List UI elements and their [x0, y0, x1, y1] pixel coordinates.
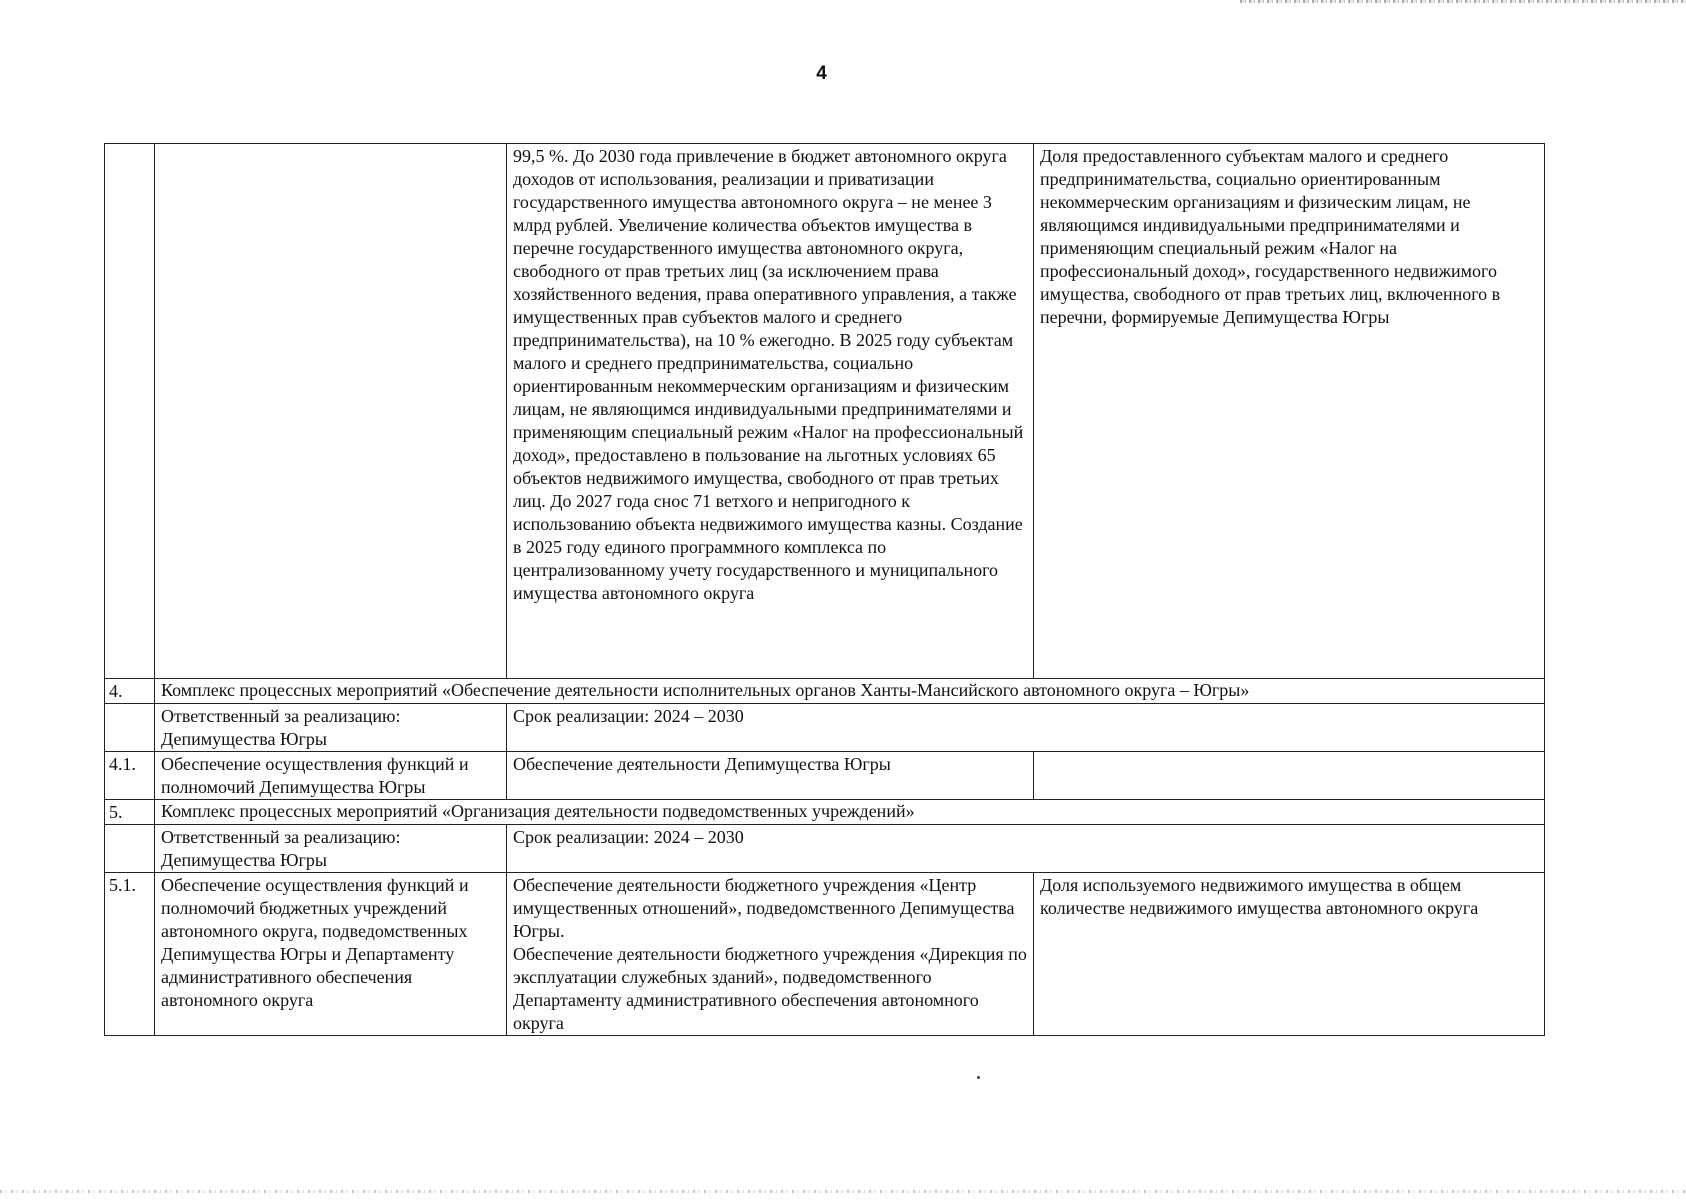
row-number: 5.1. [105, 873, 155, 1036]
table-row-continuation [105, 144, 1545, 679]
responsible-cell: Ответственный за реализацию: Депимущества Югры [155, 704, 507, 752]
page-number: 4 [816, 63, 827, 84]
row-number: 5. [105, 800, 155, 825]
effect-item: Обеспечение деятельности бюджетного учреждения «Дирекция по эксплуатации служебных зданий», подведомственного Департаменту административного обеспечения автономного округа [513, 944, 1027, 1033]
cell-task-empty [155, 144, 507, 679]
table-row-section-4-responsible [105, 704, 1545, 752]
task-cell: Обеспечение осуществления функций и полномочий Депимущества Югры [155, 752, 507, 800]
cell-indicator-continued: Доля предоставленного субъектам малого и среднего предпринимательства, социально ориентированным некоммерческим организациям и физическим лицам, не являющимся индивидуальными предпринимателями и применяющим специальный режим «Налог на профессиональный доход», государственного недвижимого имущества, свободного от прав третьих лиц, включенного в перечни, формируемые Депимущества Югры [1034, 144, 1545, 679]
indicator-cell: Доля используемого недвижимого имущества в общем количестве недвижимого имущества автономного округа [1034, 873, 1545, 1036]
scan-artifact-bottom [0, 1190, 1686, 1193]
responsible-cell: Ответственный за реализацию: Депимущества Югры [155, 825, 507, 873]
program-table [104, 143, 1545, 1036]
period-cell: Срок реализации: 2024 – 2030 [507, 825, 1545, 873]
effect-cell: Обеспечение деятельности Депимущества Югры [507, 752, 1034, 800]
table-row-section-5 [105, 800, 1545, 825]
table-row-4-1 [105, 752, 1545, 800]
effect-item: Обеспечение деятельности бюджетного учреждения «Центр имущественных отношений», подведомственного Депимущества Югры. [513, 875, 1015, 941]
scan-speck [977, 1076, 980, 1079]
row-number: 4. [105, 679, 155, 704]
section-title: Комплекс процессных мероприятий «Обеспечение деятельности исполнительных органов Ханты-Мансийского автономного округа – Югры» [155, 679, 1545, 704]
cell-num-empty [105, 144, 155, 679]
cell-effect-continued: 99,5 %. До 2030 года привлечение в бюджет автономного округа доходов от использования, реализации и приватизации государственного имущества автономного округа – не менее 3 млрд рублей. Увеличение количества объектов имущества в перечне государственного имущества автономного округа, свободного от прав третьих лиц (за исключением права хозяйственного ведения, права оперативного управления, а также имущественных прав субъектов малого и среднего предпринимательства), на 10 % ежегодно. В 2025 году субъектам малого и среднего предпринимательства, социально ориентированным некоммерческим организациям и физическим лицам, не являющимся индивидуальными предпринимателями и применяющим специальный режим «Налог на профессиональный доход», предоставлено в пользование на льготных условиях 65 объектов недвижимого имущества, свободного от прав третьих лиц. До 2027 года снос 71 ветхого и непригодного к использованию объекта недвижимого имущества казны. Создание в 2025 году единого программного комплекса по централизованному учету государственного и муниципального имущества автономного округа [507, 144, 1034, 679]
row-number: 4.1. [105, 752, 155, 800]
section-title: Комплекс процессных мероприятий «Организация деятельности подведомственных учреждений» [155, 800, 1545, 825]
effect-cell [507, 873, 1034, 1036]
cell-num-empty [105, 704, 155, 752]
table-row-section-5-responsible [105, 825, 1545, 873]
table-row-section-4 [105, 679, 1545, 704]
table-row-5-1 [105, 873, 1545, 1036]
task-cell: Обеспечение осуществления функций и полномочий бюджетных учреждений автономного округа, подведомственных Депимущества Югры и Департаменту административного обеспечения автономного округа [155, 873, 507, 1036]
period-cell: Срок реализации: 2024 – 2030 [507, 704, 1545, 752]
cell-num-empty [105, 825, 155, 873]
scan-artifact-top [1240, 0, 1686, 3]
indicator-cell [1034, 752, 1545, 800]
